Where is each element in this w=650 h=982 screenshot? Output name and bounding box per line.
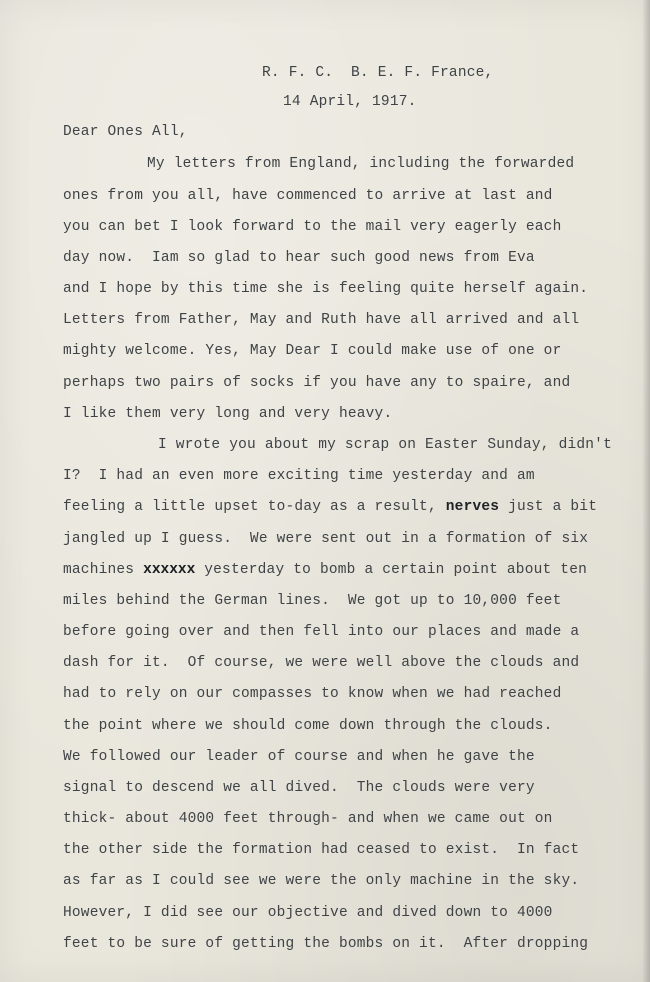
line-text: jangled up I guess. We were sent out in a formation of six xyxy=(63,531,589,547)
paragraph-2-line xyxy=(63,686,561,702)
paragraph-2-line xyxy=(63,842,579,858)
paragraph-1-line xyxy=(63,250,535,266)
line-text: My letters from England, including the forwarded xyxy=(147,156,575,172)
paragraph-2-line xyxy=(63,873,579,889)
line-text: the point where we should come down through the clouds. xyxy=(63,718,553,734)
line-text: miles behind the German lines. We got up to 10,000 feet xyxy=(63,593,562,609)
paragraph-2-line xyxy=(63,749,535,765)
line-text: you can bet I look forward to the mail very eagerly each xyxy=(63,219,562,235)
paragraph-2-line xyxy=(63,499,597,515)
line-text-after: just a bit xyxy=(499,499,598,515)
line-text: I wrote you about my scrap on Easter Sunday, didn't xyxy=(158,437,612,453)
line-text: as far as I could see we were the only machine in the sky. xyxy=(63,873,580,889)
paragraph-1-line xyxy=(63,343,561,359)
paragraph-2-line xyxy=(63,593,561,609)
paragraph-2-line xyxy=(63,718,553,734)
line-text-after: yesterday to bomb a certain point about ten xyxy=(195,562,588,578)
struck-out-word: xxxxxx xyxy=(143,562,196,578)
paragraph-1-line xyxy=(63,375,570,391)
paragraph-2-line xyxy=(63,468,535,484)
line-text: perhaps two pairs of socks if you have any to spaire, and xyxy=(63,375,571,391)
line-text: the other side the formation had ceased to exist. In fact xyxy=(63,842,580,858)
line-text: However, I did see our objective and dived down to 4000 xyxy=(63,905,553,921)
paragraph-2-line xyxy=(63,531,588,547)
paragraph-1-line xyxy=(63,219,561,235)
line-text: Letters from Father, May and Ruth have all arrived and all xyxy=(63,312,580,328)
line-text: I? I had an even more exciting time yesterday and am xyxy=(63,468,535,484)
paragraph-2-line xyxy=(63,811,553,827)
line-text: We followed our leader of course and when he gave the xyxy=(63,749,535,765)
line-text: thick- about 4000 feet through- and when we came out on xyxy=(63,811,553,827)
paragraph-2-line xyxy=(63,905,553,921)
paragraph-2-line xyxy=(63,936,588,952)
paragraph-2-line xyxy=(63,780,535,796)
line-text: mighty welcome. Yes, May Dear I could make use of one or xyxy=(63,343,562,359)
line-text: dash for it. Of course, we were well above the clouds and xyxy=(63,655,580,671)
line-text: and I hope by this time she is feeling quite herself again. xyxy=(63,281,589,297)
page-edge-shadow xyxy=(642,0,650,982)
letter-salutation: Dear Ones All, xyxy=(63,124,188,140)
line-text: machines xyxy=(63,562,144,578)
line-text: I like them very long and very heavy. xyxy=(63,406,393,422)
line-text: signal to descend we all dived. The clouds were very xyxy=(63,780,535,796)
letter-address: R. F. C. B. E. F. France, xyxy=(262,65,494,81)
line-text: feet to be sure of getting the bombs on it. After dropping xyxy=(63,936,589,952)
paragraph-1-line xyxy=(147,156,574,172)
line-text: feeling a little upset to-day as a result, xyxy=(63,499,446,515)
paragraph-2-line xyxy=(63,624,579,640)
paragraph-1-line xyxy=(63,281,588,297)
paragraph-2-line xyxy=(158,437,612,453)
line-text: before going over and then fell into our places and made a xyxy=(63,624,580,640)
line-text: day now. Iam so glad to hear such good news from Eva xyxy=(63,250,535,266)
paragraph-2-line xyxy=(63,655,579,671)
line-text: ones from you all, have commenced to arrive at last and xyxy=(63,188,553,204)
paragraph-2-line xyxy=(63,562,587,578)
paragraph-1-line xyxy=(63,188,553,204)
paragraph-1-line xyxy=(63,406,392,422)
emphasized-word: nerves xyxy=(445,499,500,515)
line-text: had to rely on our compasses to know when we had reached xyxy=(63,686,562,702)
letter-date: 14 April, 1917. xyxy=(283,94,417,110)
paragraph-1-line xyxy=(63,312,579,328)
